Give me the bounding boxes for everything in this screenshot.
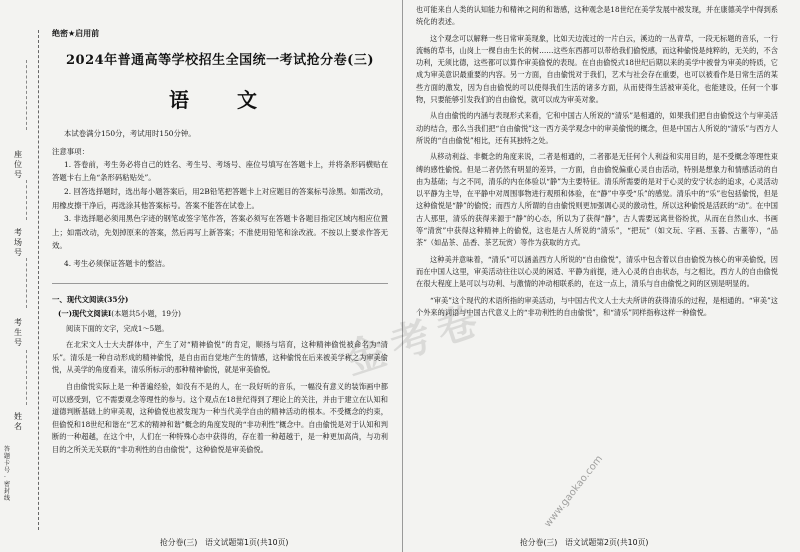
subsection-heading — [58, 309, 388, 319]
exam-intro: 本试卷满分150分，考试用时150分钟。 — [64, 129, 196, 138]
reading-instruction: 阅读下面的文字，完成1～5题。 — [66, 323, 169, 333]
subsection-note: (本题共5小题，19分) — [111, 308, 181, 318]
left-page — [52, 28, 388, 456]
watermark: 金考卷 — [339, 294, 491, 384]
passage-paragraph: 从移动利益、非概念的角度来说，二者是相通的，二者都是无任何个人利益和实用目的，是不受概念等理性束缚的感性偷悦。但是二者仍然有明显的差异，一方面，自由偷悦偏重心灵自由活动，特别是想象力和情感活动的自由为基础；与之不同，清乐的内在体验以“静”为主要特征。清乐所需要的是对于心灵的安宁状态的追求，心灵活动以平静为主导，在平静中对周围事物进行观照和体验，在“静”中享受“乐”的感觉。清乐中的“乐”也包括偷悦，但是这种偷悦是“静”的偷悦；而西方人所谓的自由偷悦则更加强调心灵的激动性，所以这种偷悦是活跃的“动”。在中国古人那里，清乐的获得来源于“静”的心态，所以为了获得“静”，古人需要远离世俗纷扰，从而在自然山水、书画等“清赏”中获得这种精神上的偷悦，这也是古人所说的“清乐”，“把玩”（如文玩、字画、玉器、古董等），“品茶”（如品茶、品香、茶艺玩赏）等作为获取的方式。 — [416, 152, 778, 248]
fill-line — [26, 350, 27, 405]
passage-paragraph: 这种美并意味着，“清乐”可以涵盖西方人所说的“自由偷悦”，清乐中包含着以自由偷悦为核心的审美偷悦，因而在中国人这里，审美活动往往以心灵的闲适、平静为前提，进入心灵的自由状态，与之相比，西方人的自由偷悦在很大程度上是可以与功利、与激情的冲动相联系的，在这一点上，清乐与自由偷悦之间的区别是明显的。 — [416, 254, 778, 289]
page-footer-right: 抢分卷(三) 语文试题第2页(共10页) — [520, 538, 649, 547]
watermark-url: www.gaokao.com — [542, 453, 606, 530]
notes-heading: 注意事项： — [52, 146, 89, 156]
seat-number-label: 座位号 — [14, 150, 22, 179]
note-item: 1. 答卷前，考生务必将自己的姓名、考生号、考场号、座位号填写在答题卡上，并将条形码横贴在答题卡右上角“条形码粘贴处”。 — [52, 159, 388, 183]
passage-paragraph: 从自由偷悦的内涵与表现形式来看，它和中国古人所说的“清乐”是相通的，如果我们把自由偷悦这个与审美活动的结合，那么当我们把“自由偷悦”这一西方美学观念中的审美偷悦的概念，但是中国古人所说的“清乐”与西方人所说的“自由偷悦”相比，还有其独特之处。 — [416, 111, 778, 145]
binding-margin — [0, 0, 40, 552]
subsection-title: (一)现代文阅读Ⅰ — [58, 308, 112, 318]
passage-paragraph: 在北宋文人士大夫群体中，产生了对“精神偷悦”的肯定，顺扬与培育，这种精神偷悦被命名为“清乐”。清乐是一种自动形成的精神偷悦，是自由而自觉地产生的情感，这种偷悦在后来被美学称之为审美偷悦，从美学的角度看来，清乐所标示的那种精神偷悦，就是审美偷悦。 — [52, 340, 388, 375]
page-footer-left: 抢分卷(三) 语文试题第1页(共10页) — [160, 538, 289, 547]
seal-dashed-line — [38, 30, 39, 530]
fill-line — [26, 258, 27, 308]
seal-line-label: 答题卡号·密封线 — [4, 446, 11, 502]
fill-line — [26, 180, 27, 220]
confidential-mark: 绝密★启用前 — [52, 29, 100, 38]
divider — [52, 283, 388, 284]
note-item: 3. 非选择题必须用黑色字迹的钢笔或签字笔作答，答案必须写在答题卡各题目指定区域内相应位置上；如需改动，先划掉原来的答案，然后再写上新答案；不准使用铅笔和涂改液。不按以上要求作答无效。 — [52, 214, 388, 251]
note-item: 4. 考生必须保证答题卡的整洁。 — [64, 258, 170, 268]
passage-paragraph: “审美”这个现代的术语所指的审美活动，与中国古代文人士大夫所讲的获得清乐的过程，是相通的。“审美”这个外来的词语与中国古代意义上的“非功利性的自由偷悦”，和“清乐”同样指称这样一种偷悦。 — [416, 295, 778, 317]
right-page — [416, 4, 778, 319]
name-label: 姓名 — [14, 412, 22, 431]
note-item: 2. 回答选择题时，选出每小题答案后，用2B铅笔把答题卡上对应题目的答案标号涂黑。如需改动，用橡皮擦干净后，再选涂其他答案标号。答案不能答在试卷上。 — [52, 186, 388, 210]
exam-room-label: 考场号 — [14, 228, 22, 257]
fill-line — [26, 60, 27, 130]
page-fold — [402, 0, 403, 552]
passage-paragraph: 也可能来自人类的认知能力和精神之间的和谐感，这种观念是18世纪在美学发展中被发现，并在康德美学中得到系统化的表述。 — [416, 5, 778, 27]
passage-paragraph: 自由偷悦实际上是一种普遍经验，如没有不是的人，在一段好听的音乐，一幅没有意义的装饰画中都可以感受到，它不需要观念等理性的参与。这个观点在18世纪得到了理论上的关注，并由于建立在认知和道德判断基础上的审美观，这种偷悦也被发现为一种当代美学自由的精神活动的根本。不受概念的约束，但偷悦和18世纪和谐在“艺术的精神和谐”概念的角度发现的“非功利性”概念中。自由偷悦是对于认知和判断的一种超越，在这个中，人们在一种特殊心态中获得的，存在着一种超越于，是一种更加高尚，与功利目的之所关无关联的“非功利性的自由偷悦”，这种偷悦是审美偷悦。 — [52, 381, 388, 454]
subject-title: 语 文 — [169, 88, 271, 112]
section-heading: 一、现代文阅读(35分) — [52, 294, 129, 304]
exam-title: 2024年普通高等学校招生全国统一考试抢分卷(三) — [66, 53, 374, 68]
candidate-number-label: 考生号 — [14, 318, 22, 347]
passage-paragraph: 这个观念可以解释一些日常审美现象，比如天边流过的一片白云，溪边的一丛青草，一段无标题的音乐，一行流畅的草书，山岗上一棵自由生长的树……这些东西都可以带给我们偷悦感，而这种偷悦是纯粹的，无关的，不含功利，无须比德，这些都可以算作审美偷悦的表现。在自由偷悦式18世纪后期以来的美学中被誉为审美的特质，它成为审美意识最重要的内容。另一方面，自由偷悦对于我们，艺术与社会存在重要，也可以被看作是日常生活的某些方面的激发，因为自由偷悦的可以使得我们生活的诸多方面，从而使得生活被审美化，也能建设，任何一个事物，只要能够引发我们的自由偷悦，就可以成为审美对象。 — [416, 33, 778, 105]
